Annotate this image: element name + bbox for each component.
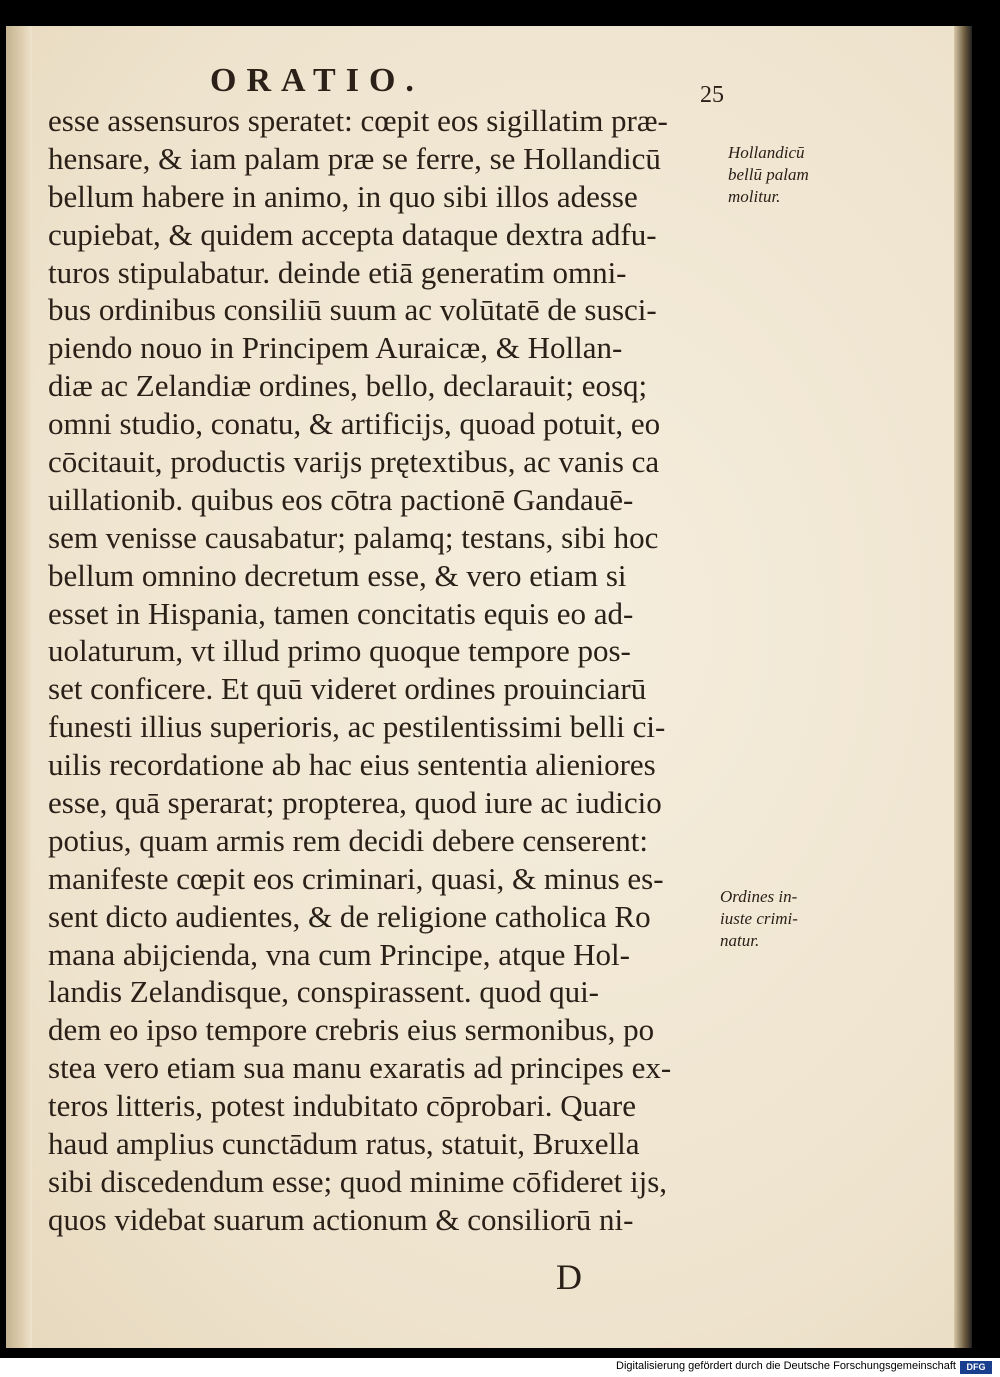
text-line: haud amplius cunctādum ratus, statuit, Bruxella: [48, 1126, 640, 1162]
text-line: uillationib. quibus eos cōtra pactionē Gandauē-: [48, 481, 634, 517]
text-line: sent dicto audientes, & de religione catholica Ro: [48, 898, 651, 934]
text-line: sibi discedendum esse; quod minime cōfideret ijs,: [48, 1163, 668, 1199]
text-line: bellum omnino decretum esse, & vero etiam si: [48, 557, 627, 593]
marginal-note-ordines: [720, 886, 830, 952]
body-text: [48, 102, 724, 1239]
text-line: esset in Hispania, tamen concitatis equis eo ad-: [48, 595, 634, 631]
text-line: turos stipulabatur. deinde etiā generatim omni-: [48, 254, 627, 290]
footer-bar: [0, 1358, 1000, 1377]
note-line: Ordines in-: [720, 887, 798, 906]
note-line: bellū palam: [728, 165, 809, 184]
text-line: cōcitauit, productis varijs prętextibus, ac vanis ca: [48, 444, 660, 480]
text-line: uolaturum, vt illud primo quoque tempore pos-: [48, 633, 631, 669]
page-gutter: [6, 26, 32, 1348]
text-line: cupiebat, & quidem accepta dataque dextra adfu-: [48, 216, 657, 252]
text-line: landis Zelandisque, conspirassent. quod qui-: [48, 974, 600, 1010]
text-line: mana abijcienda, vna cum Principe, atque Hol-: [48, 936, 630, 972]
text-line: funesti illius superioris, ac pestilentissimi belli ci-: [48, 709, 666, 745]
text-line: teros litteris, potest indubitato cōprobari. Quare: [48, 1088, 636, 1124]
text-line: bellum habere in animo, in quo sibi illos adesse: [48, 178, 638, 214]
text-line: potius, quam armis rem decidi debere censerent:: [48, 822, 648, 858]
text-line: bus ordinibus consiliū suum ac volūtatē de susci-: [48, 292, 657, 328]
page-number: 25: [700, 82, 724, 108]
text-line: diæ ac Zelandiæ ordines, bello, declarauit; eosq;: [48, 368, 648, 404]
text-line: omni studio, conatu, & artificijs, quoad potuit, eo: [48, 406, 661, 442]
note-line: iuste crimi-: [720, 909, 798, 928]
signature-mark: D: [556, 1257, 582, 1297]
text-line: esse, quā sperarat; propterea, quod iure ac iudicio: [48, 785, 662, 821]
text-line: manifeste cœpit eos criminari, quasi, & minus es-: [48, 860, 664, 896]
text-line: sem venisse causabatur; palamq; testans, sibi hoc: [48, 519, 659, 555]
text-line: uilis recordatione ab hac eius sententia alieniores: [48, 747, 656, 783]
text-line: set conficere. Et quū videret ordines prouinciarū: [48, 671, 647, 707]
dfg-logo-icon: DFG: [960, 1361, 992, 1374]
text-line: hensare, & iam palam præ se ferre, se Hollandicū: [48, 140, 661, 176]
text-line: stea vero etiam sua manu exaratis ad principes ex-: [48, 1050, 672, 1086]
text-line: quos videbat suarum actionum & consiliorū ni-: [48, 1201, 634, 1237]
text-line: piendo nouo in Principem Auraicæ, & Hollan-: [48, 330, 623, 366]
note-line: molitur.: [728, 187, 781, 206]
text-line: esse assensuros speratet: cœpit eos sigillatim præ-: [48, 103, 668, 138]
note-line: Hollandicū: [728, 143, 805, 162]
note-line: natur.: [720, 931, 760, 950]
page-edge: [954, 26, 972, 1348]
running-title: ORATIO.: [210, 62, 424, 99]
marginal-note-hollandicum: [728, 142, 838, 208]
text-line: dem eo ipso tempore crebris eius sermonibus, po: [48, 1012, 655, 1048]
funding-credit: Digitalisierung gefördert durch die Deutsche Forschungsgemeinschaft: [616, 1360, 956, 1372]
